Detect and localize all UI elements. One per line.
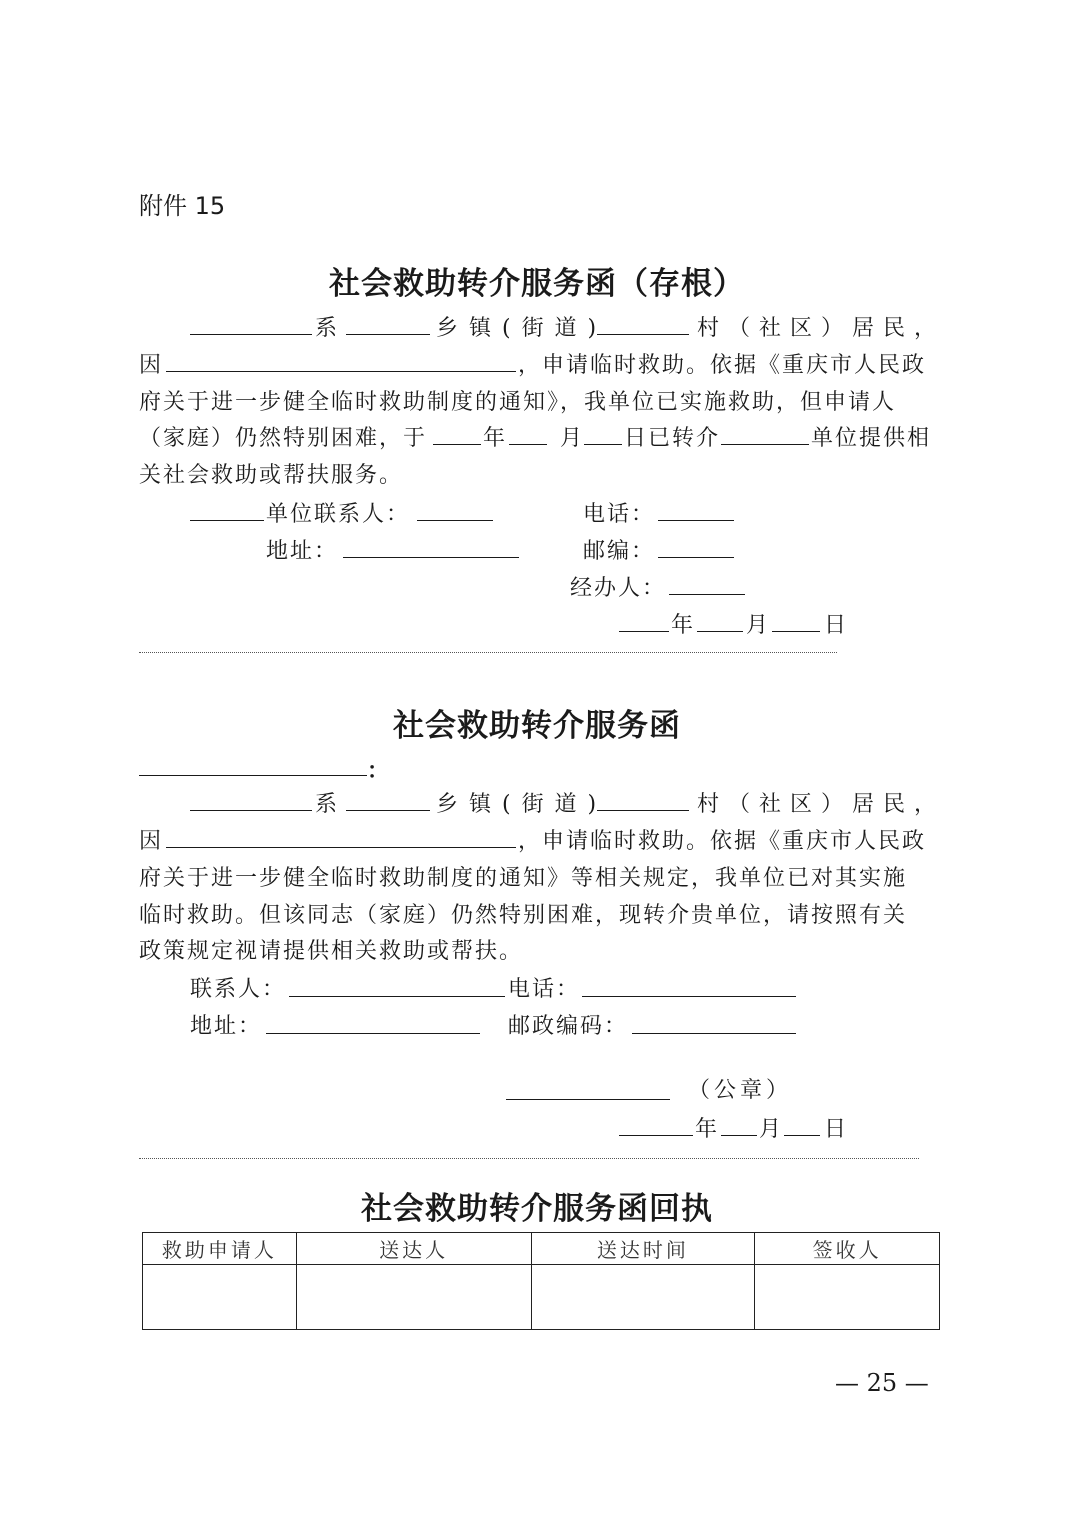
cut-line xyxy=(139,652,837,653)
annex-label: 附件 15 xyxy=(139,192,226,220)
letter-contact-label: 联系人： xyxy=(190,977,287,1002)
stub-yin: 因 xyxy=(139,353,164,378)
stub-xi: 系 xyxy=(315,316,340,341)
stub-postcode-label: 邮编： xyxy=(583,539,656,564)
blank-contact-2[interactable] xyxy=(289,996,505,997)
letter-date-day: 日 xyxy=(824,1117,849,1142)
blank-handler[interactable] xyxy=(669,594,745,595)
blank-phone[interactable] xyxy=(658,520,734,521)
blank-stub-day[interactable] xyxy=(772,631,820,632)
letter-yin: 因 xyxy=(139,829,164,854)
stub-line4-month: 月 xyxy=(560,426,585,451)
stub-line4b: 单位提供相 xyxy=(811,426,932,451)
blank-letter-month[interactable] xyxy=(721,1135,757,1136)
blank-township[interactable] xyxy=(346,334,430,335)
stub-village: 村 （ 社 区 ） 居 民 ， xyxy=(697,316,937,341)
stub-line4a: （家庭）仍然特别困难，于 xyxy=(139,426,428,451)
receipt-table xyxy=(142,1232,940,1330)
blank-reason-2[interactable] xyxy=(166,847,516,848)
blank-name-2[interactable] xyxy=(190,810,312,811)
cell-recipient[interactable] xyxy=(755,1265,940,1330)
stub-line5: 关社会救助或帮扶服务。 xyxy=(139,463,404,488)
blank-address-2[interactable] xyxy=(266,1033,480,1034)
stub-town: 乡 镇 ( 街 道 ) xyxy=(436,316,599,341)
letter-town: 乡 镇 ( 街 道 ) xyxy=(436,792,599,817)
blank-contact[interactable] xyxy=(417,520,493,521)
blank-letter-year[interactable] xyxy=(619,1135,693,1136)
cut-line-2 xyxy=(139,1158,919,1159)
blank-postcode-2[interactable] xyxy=(632,1033,796,1034)
col-deliverer: 送达人 xyxy=(296,1233,531,1265)
stub-contact-label: 单位联系人： xyxy=(266,502,411,527)
letter-line4: 临时救助。但该同志（家庭）仍然特别困难，现转介贵单位，请按照有关 xyxy=(139,903,908,928)
blank-township-2[interactable] xyxy=(346,810,430,811)
stub-line3: 府关于进一步健全临时救助制度的通知》，我单位已实施救助，但申请人 xyxy=(139,390,897,415)
page-number: — 25 — xyxy=(835,1369,929,1397)
receipt-title: 社会救助转介服务函回执 xyxy=(361,1191,713,1227)
cell-delivery-time[interactable] xyxy=(531,1265,755,1330)
letter-phone-label: 电话： xyxy=(508,977,581,1002)
cell-applicant[interactable] xyxy=(143,1265,297,1330)
letter-postcode-label: 邮政编码： xyxy=(508,1014,629,1039)
blank-transfer-day[interactable] xyxy=(584,444,622,445)
stub-phone-label: 电话： xyxy=(583,502,656,527)
blank-address[interactable] xyxy=(343,557,519,558)
letter-date-year: 年 xyxy=(695,1117,720,1142)
stub-line4-year: 年 xyxy=(483,426,508,451)
letter-line5: 政策规定视请提供相关救助或帮扶。 xyxy=(139,939,524,964)
blank-village[interactable] xyxy=(597,334,689,335)
stub-address-label: 地址： xyxy=(266,539,339,564)
letter-line2: ，申请临时救助。依据《重庆市人民政 xyxy=(518,829,927,854)
letter-village: 村 （ 社 区 ） 居 民 ， xyxy=(697,792,937,817)
letter-address-label: 地址： xyxy=(190,1014,263,1039)
blank-name[interactable] xyxy=(190,334,312,335)
stub-date-month: 月 xyxy=(746,613,771,638)
blank-unit[interactable] xyxy=(190,520,264,521)
stub-handler-label: 经办人： xyxy=(570,576,667,601)
letter-date-month: 月 xyxy=(759,1117,784,1142)
blank-transfer-unit[interactable] xyxy=(721,444,809,445)
col-recipient: 签收人 xyxy=(755,1233,940,1265)
blank-postcode[interactable] xyxy=(658,557,734,558)
stub-line4-day: 日已转介 xyxy=(624,426,721,451)
blank-unit-seal[interactable] xyxy=(506,1099,670,1100)
letter-title: 社会救助转介服务函 xyxy=(393,708,681,744)
stub-date-year: 年 xyxy=(671,613,696,638)
col-applicant: 救助申请人 xyxy=(143,1233,297,1265)
blank-stub-year[interactable] xyxy=(619,631,669,632)
blank-transfer-month[interactable] xyxy=(509,444,547,445)
blank-village-2[interactable] xyxy=(597,810,689,811)
blank-transfer-year[interactable] xyxy=(433,444,481,445)
blank-stub-month[interactable] xyxy=(697,631,743,632)
cell-deliverer[interactable] xyxy=(296,1265,531,1330)
stub-date-day: 日 xyxy=(824,613,849,638)
receipt-row xyxy=(143,1265,940,1330)
stub-title: 社会救助转介服务函（存根） xyxy=(329,266,745,302)
blank-recipient[interactable] xyxy=(139,775,367,776)
letter-colon: ： xyxy=(367,758,392,784)
receipt-header-row xyxy=(143,1233,940,1265)
letter-line3: 府关于进一步健全临时救助制度的通知》等相关规定，我单位已对其实施 xyxy=(139,866,908,891)
letter-xi: 系 xyxy=(315,792,340,817)
stub-line2: ，申请临时救助。依据《重庆市人民政 xyxy=(518,353,927,378)
col-delivery-time: 送达时间 xyxy=(531,1233,755,1265)
blank-letter-day[interactable] xyxy=(784,1135,820,1136)
letter-seal: （公章） xyxy=(688,1078,793,1103)
blank-phone-2[interactable] xyxy=(582,996,796,997)
blank-reason[interactable] xyxy=(166,371,516,372)
